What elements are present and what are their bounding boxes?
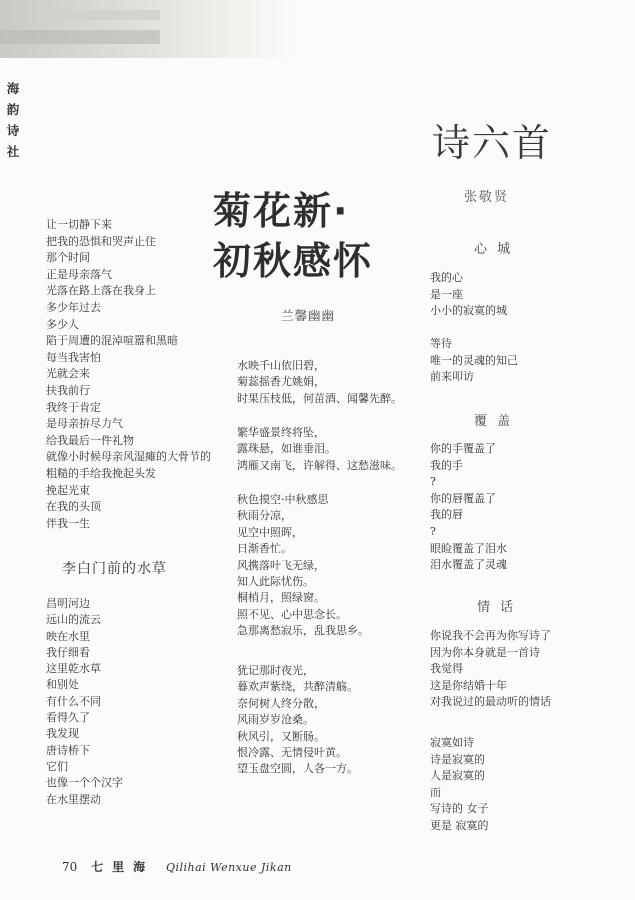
poem-line: 我觉得 [430, 662, 463, 676]
sidebar-char: 诗 [6, 123, 20, 138]
poem4-title: 心 城 [474, 242, 514, 257]
poem-line: 陷于周遭的混淖喧嚣和黑暗 [46, 334, 178, 348]
poem-line: 等待 [430, 337, 452, 350]
poem-line: 就像小时候母亲风湿瘫的大骨节的 [46, 450, 211, 464]
poem1-stanza [237, 358, 402, 407]
poem-line: 远山的流云 [46, 613, 101, 627]
poem-line: 眼睑覆盖了泪水 [430, 541, 507, 555]
poem-line: 正是母亲落气 [46, 267, 112, 281]
poem-line: 光就会来 [46, 367, 90, 381]
poem-line: 你的唇覆盖了 [430, 491, 496, 505]
poem-line: 我终于肯定 [46, 400, 101, 414]
poem-line: 秋雨分凉， [237, 509, 292, 523]
poem-line: 秋风引，又断肠。 [237, 729, 325, 743]
poem-line: 那个时间 [46, 251, 90, 265]
poem6-stanza [430, 628, 551, 711]
poem-line: 光落在路上落在我身上 [46, 284, 156, 298]
poem-line: 多少人 [46, 317, 79, 331]
poem-line: 写诗的 女子 [430, 802, 489, 816]
poem-line: 唯一的灵魂的知己 [430, 353, 518, 367]
poem-line: 寂寞如诗 [430, 736, 474, 749]
column-sidebar [4, 78, 22, 162]
poem-line: 映在水里 [46, 629, 90, 643]
poem-line: 多少年过去 [46, 300, 101, 314]
poem-line: 诗是寂寞的 [430, 752, 485, 766]
poem-line: 奈何树人终分散， [237, 696, 325, 710]
poem-line: 也像一个个汉字 [46, 776, 123, 790]
poem-line: 更是 寂寞的 [430, 818, 489, 832]
poem-line: 人是寂寞的 [430, 769, 485, 783]
poem-line: 粗糙的手给我挽起头发 [46, 466, 156, 480]
poem-line: 扶我前行 [46, 383, 90, 397]
poem-line: 知人此际忧伤。 [237, 575, 314, 589]
magazine-name: 七里海 [91, 860, 155, 874]
poem-line: 前来叩访 [430, 370, 474, 384]
poem-line: 是母亲拚尽力气 [46, 417, 123, 431]
sidebar-char: 社 [6, 144, 20, 159]
poem4-stanza [430, 270, 507, 320]
poem-line: ? [430, 524, 436, 538]
author-name: 张敬贤 [464, 190, 510, 205]
poem5-title: 覆 盖 [474, 414, 514, 429]
poem-line: 风携落叶飞无绿， [237, 558, 325, 572]
poem-line: 有什么不同 [46, 694, 101, 708]
poem1-stanza [237, 425, 402, 474]
poem-line: 暮欢声紫绕，共醉清觞。 [237, 680, 358, 694]
poem-line: 因为你本身就是一首诗 [430, 645, 540, 659]
poem-line: 时果压枝低，何苗酒、闻馨先醉。 [237, 391, 402, 405]
poem-line: 伴我一生 [46, 516, 90, 530]
poem-line: 这里乾水草 [46, 662, 101, 676]
poem-line: 看得久了 [46, 711, 90, 725]
poem-line: 小小的寂寞的城 [430, 304, 507, 318]
poem-line: 露珠悬，如谁垂泪。 [237, 442, 336, 456]
poem-line: 在水里摆动 [46, 792, 101, 806]
poem-line: 你的手覆盖了 [430, 442, 496, 455]
poem-line: 我的手 [430, 458, 463, 472]
poem-line: 秋色摸空·中秋感思 [237, 493, 329, 506]
poem-line: 是一座 [430, 287, 463, 301]
poem-line: 菊蕊摇香尤姚娟， [237, 375, 325, 389]
poem5-body [430, 441, 507, 574]
poem6-stanza [430, 735, 489, 835]
poem2-body [46, 217, 211, 532]
poem-line: 望玉盘空圆，人各一方。 [237, 762, 358, 776]
poem-line: 鸿雁又南飞，许解得、这愁滋味。 [237, 458, 402, 472]
poem-line: 水映千山依旧碧， [237, 359, 325, 372]
poem-line: 在我的头顶 [46, 500, 101, 514]
poem-line: 见空中照晖， [237, 525, 303, 539]
poem-line: 我的心 [430, 271, 463, 284]
poem-line: 繁华盛景终将坠， [237, 426, 325, 439]
poem-line: 桐梢月，照绿窗。 [237, 591, 325, 605]
scan-shadow [0, 0, 300, 58]
poem-line: 对我说过的最动听的情话 [430, 695, 551, 709]
poem-line: 我仔细看 [46, 645, 90, 659]
poem-line: 风雨岁岁沧桑。 [237, 713, 314, 727]
poem-line: 而 [430, 785, 441, 799]
poem3-title: 李白门前的水草 [62, 561, 167, 577]
poem-line: 照不见、心中思念长。 [237, 607, 347, 621]
poem-line: 唐诗桥下 [46, 743, 90, 757]
poem-line: 昌明河边 [46, 597, 90, 610]
poem-line: 给我最后一件礼物 [46, 433, 134, 447]
page-title: 诗六首 [432, 121, 553, 165]
poem-line: 急那离愁寂乐，乱我思乡。 [237, 624, 369, 638]
poem-line: 每当我害怕 [46, 350, 101, 364]
poem1-subtitle: 兰馨幽幽 [281, 308, 336, 323]
page-number: 70 [62, 860, 78, 874]
poem-line: 它们 [46, 759, 68, 773]
sidebar-char: 海 [6, 81, 20, 96]
poem6-title: 情 话 [477, 600, 517, 615]
poem1-stanza [237, 663, 358, 778]
poem-line: 让一切静下来 [46, 218, 112, 231]
poem4-stanza [430, 336, 518, 386]
poem-line: 日渐香忙。 [237, 542, 292, 556]
poem-line: 泪水覆盖了灵魂 [430, 558, 507, 572]
sidebar-char: 韵 [6, 102, 20, 117]
poem-line: 和别处 [46, 678, 79, 692]
poem-line: 这是你结婚十年 [430, 678, 507, 692]
poem1-title-line1: 菊花新· [213, 189, 350, 233]
poem-line: 我发现 [46, 727, 79, 741]
poem1-title-line2: 初秋感怀 [213, 239, 374, 283]
poem1-stanza [237, 492, 369, 640]
poem3-body [46, 596, 123, 808]
poem-line: 把我的恐惧和哭声止住 [46, 234, 156, 248]
magazine-pinyin: Qilihai Wenxue Jikan [165, 861, 292, 874]
poem-line: 你说我不会再为你写诗了 [430, 629, 551, 642]
poem-line: 我的唇 [430, 508, 463, 522]
poem-line: 犹记那时夜光， [237, 664, 314, 677]
page-footer [62, 858, 292, 875]
poem-line: 恨冷露、无情侵叶黄。 [237, 746, 347, 760]
poem-line: 挽起光束 [46, 483, 90, 497]
poem-line: ? [430, 475, 436, 489]
